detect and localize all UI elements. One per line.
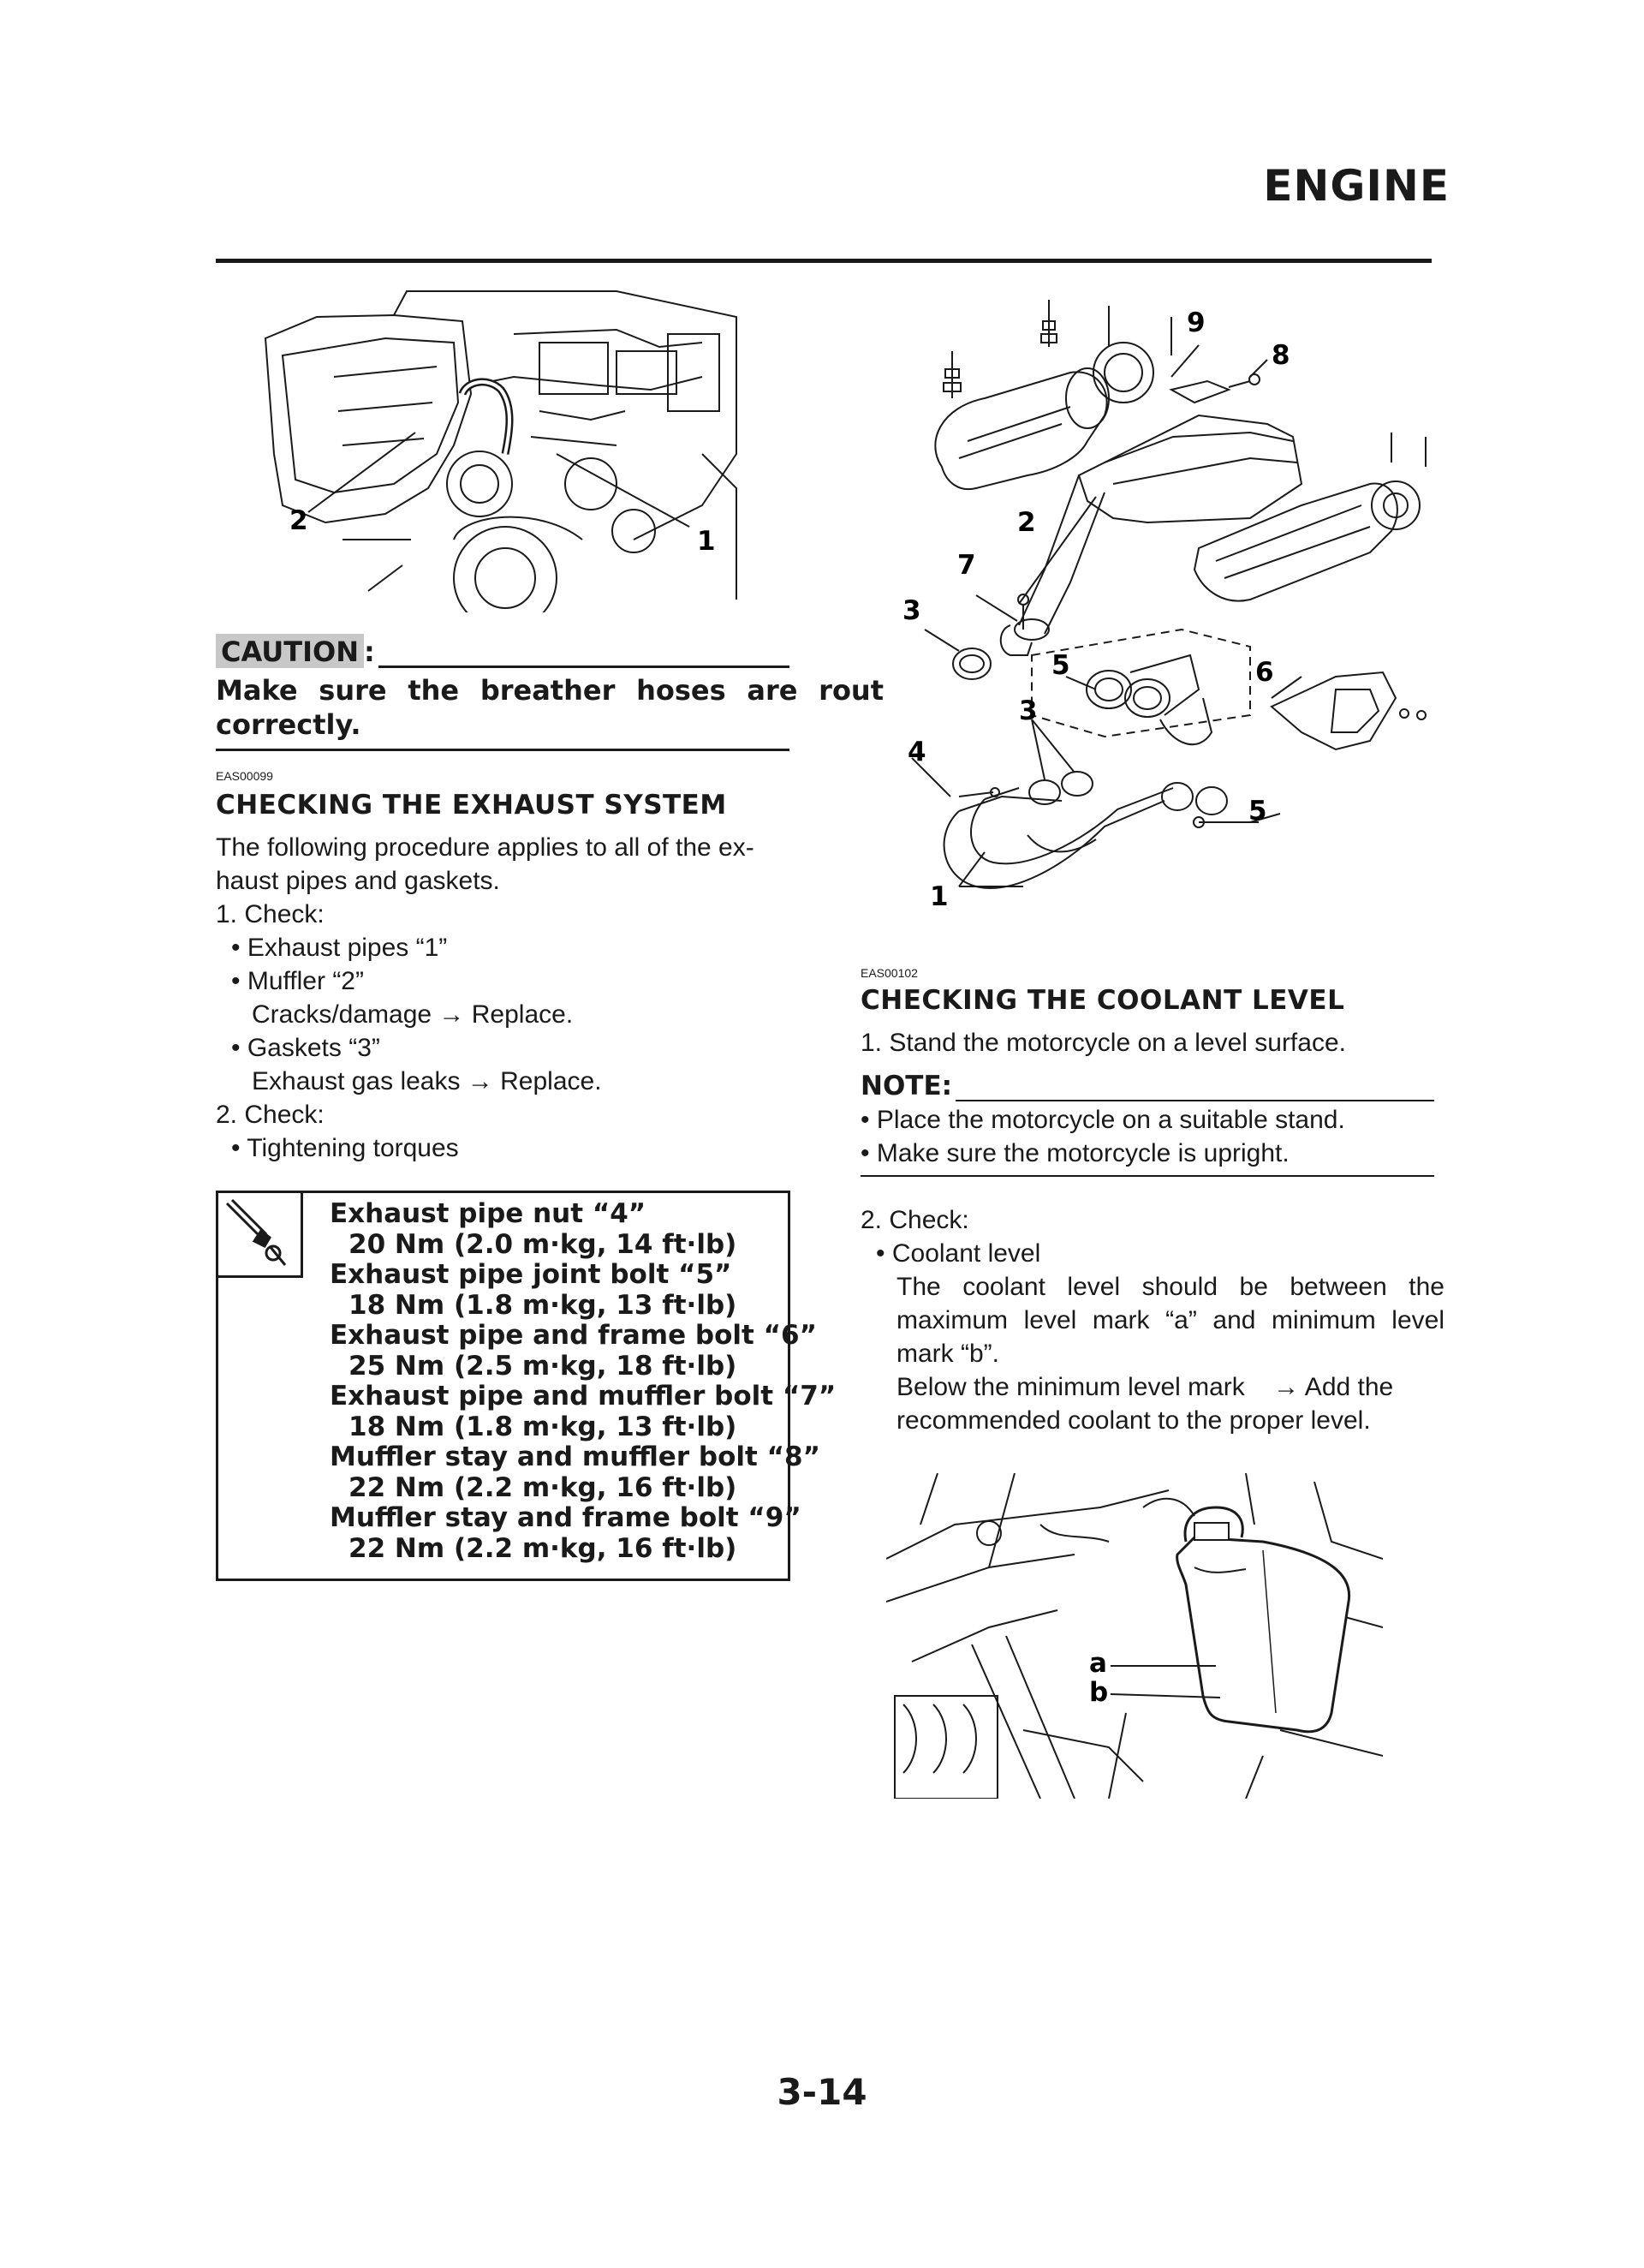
page-header-title: ENGINE — [1263, 161, 1450, 211]
caution-rule — [378, 640, 789, 668]
coolant-level-text: The coolant level should be between the maximum level mark “a” and minimum level mark “b”. — [896, 1273, 1444, 1368]
exhaust-callout-2: 2 — [1017, 507, 1036, 538]
note-bottom-rule — [861, 1175, 1434, 1177]
torque-name-7: Exhaust pipe and muffler bolt “7” — [330, 1381, 837, 1412]
exhaust-callout-7: 7 — [957, 550, 976, 581]
caution-bottom-rule — [216, 749, 789, 751]
caution-block — [216, 634, 884, 751]
caution-colon: : — [363, 636, 375, 668]
coolant-mark-a: a — [1089, 1648, 1107, 1679]
coolant-mark-b: b — [1089, 1677, 1109, 1708]
exhaust-callout-8: 8 — [1272, 340, 1290, 371]
header-rule — [216, 259, 1432, 263]
coolant-step1: 1. Stand the motorcycle on a level surface. — [861, 1029, 1346, 1057]
torque-wrench-icon-box — [218, 1193, 303, 1278]
note-label: NOTE: — [861, 1071, 953, 1101]
exhaust-callout-1: 1 — [930, 881, 949, 912]
note-block — [861, 1071, 1434, 1177]
callout-2: 2 — [289, 505, 308, 536]
section-code-exhaust: EAS00099 — [216, 769, 273, 783]
exhaust-section-body — [216, 831, 815, 1165]
exhaust-callout-9: 9 — [1187, 307, 1206, 338]
exhaust-callout-3a: 3 — [902, 595, 921, 626]
torque-name-4: Exhaust pipe nut “4” — [330, 1198, 646, 1229]
note-item-upright: • Make sure the motorcycle is upright. — [861, 1139, 1290, 1167]
torque-wrench-icon — [218, 1193, 301, 1275]
coolant-section-title: CHECKING THE COOLANT LEVEL — [861, 985, 1345, 1016]
torque-value-7: 18 Nm (1.8 m·kg, 13 ft·lb) — [348, 1411, 737, 1442]
exhaust-callout-4: 4 — [908, 737, 926, 767]
note-item-stand: • Place the motorcycle on a suitable stand. — [861, 1106, 1345, 1134]
exhaust-callout-5a: 5 — [1051, 650, 1070, 681]
torque-value-8: 22 Nm (2.2 m·kg, 16 ft·lb) — [348, 1471, 737, 1503]
exhaust-callout-5b: 5 — [1248, 796, 1267, 827]
exhaust-intro-line2: haust pipes and gaskets. — [216, 867, 500, 895]
coolant-step2: 2. Check: — [861, 1206, 969, 1234]
torque-value-4: 20 Nm (2.0 m·kg, 14 ft·lb) — [348, 1228, 737, 1260]
coolant-reservoir-illustration — [886, 1473, 1383, 1799]
exhaust-item-gaskets-action: Exhaust gas leaks → Replace. — [252, 1067, 602, 1095]
exhaust-section-title: CHECKING THE EXHAUST SYSTEM — [216, 790, 727, 821]
torque-value-6: 25 Nm (2.5 m·kg, 18 ft·lb) — [348, 1350, 737, 1382]
caution-label: CAUTION — [216, 634, 364, 668]
torque-value-5: 18 Nm (1.8 m·kg, 13 ft·lb) — [348, 1289, 737, 1321]
exhaust-step1: 1. Check: — [216, 900, 325, 928]
torque-name-5: Exhaust pipe joint bolt “5” — [330, 1259, 732, 1290]
exhaust-item-muffler: • Muffler “2” — [231, 967, 364, 995]
torque-name-8: Muffler stay and muffler bolt “8” — [330, 1441, 820, 1472]
breather-hose-illustration — [257, 283, 754, 612]
exhaust-item-pipes: • Exhaust pipes “1” — [231, 934, 448, 962]
exhaust-intro-line1: The following procedure applies to all of the ex- — [216, 833, 754, 862]
page-number: 3-14 — [777, 2071, 867, 2113]
exhaust-item-gaskets: • Gaskets “3” — [231, 1034, 380, 1062]
torque-name-6: Exhaust pipe and frame bolt “6” — [330, 1320, 817, 1351]
torque-spec-list — [330, 1199, 836, 1564]
section-code-coolant: EAS00102 — [861, 966, 918, 980]
note-rule — [956, 1079, 1434, 1101]
coolant-item-level: • Coolant level — [876, 1239, 1041, 1268]
callout-1: 1 — [697, 526, 716, 557]
caution-text: Make sure the breather hoses are rout correctly. — [216, 674, 884, 741]
exhaust-item-torques: • Tightening torques — [231, 1134, 459, 1162]
coolant-below-text: Below the minimum level mark → Add the recommended coolant to the proper level. — [896, 1373, 1401, 1435]
exhaust-item-muffler-action: Cracks/damage → Replace. — [252, 1000, 574, 1029]
torque-value-9: 22 Nm (2.2 m·kg, 16 ft·lb) — [348, 1532, 737, 1564]
exhaust-callout-3b: 3 — [1019, 695, 1038, 726]
torque-name-9: Muffler stay and frame bolt “9” — [330, 1502, 801, 1533]
exhaust-step2: 2. Check: — [216, 1101, 325, 1129]
exhaust-callout-6: 6 — [1255, 657, 1274, 688]
exhaust-system-exploded-diagram — [890, 287, 1438, 938]
